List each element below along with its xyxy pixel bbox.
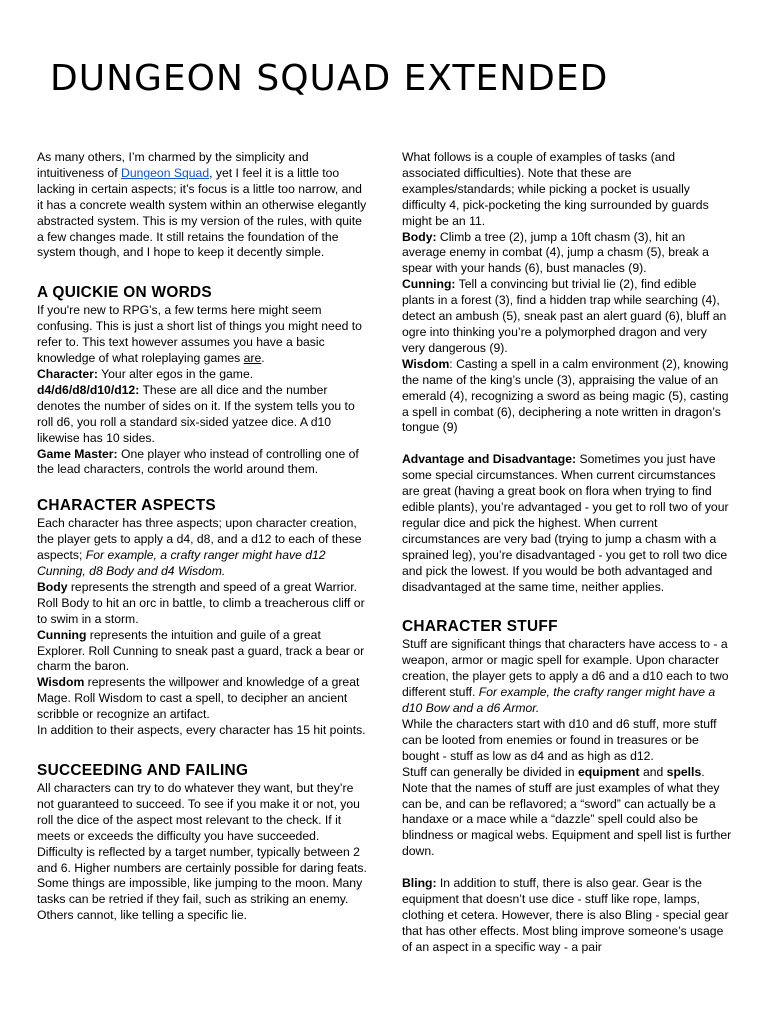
body-aspect — [37, 580, 367, 628]
right-column — [402, 150, 732, 956]
dice-term: d4/d6/d8/d10/d12: — [37, 382, 140, 397]
bling-paragraph — [402, 876, 732, 956]
gm-def: One player who instead of controlling one of the lead characters, controls the world around them. — [37, 446, 359, 477]
character-definition — [37, 367, 367, 383]
tasks-body-def: Climb a tree (2), jump a 10ft chasm (3), hit an average enemy in combat (4), jump a chasm (5), break a spear with your hands (6), bust manacles (9). — [402, 229, 709, 276]
intro-text: As many others, I’m charmed by the simplicity and intuitiveness of — [37, 150, 309, 180]
stuff-example: For example, the crafty ranger might have a d10 Bow and a d6 Armor. — [402, 685, 716, 716]
stuff-and: and — [639, 764, 667, 779]
equipment-term: equipment — [577, 764, 640, 779]
words-paragraph — [37, 303, 367, 367]
tasks-wisdom — [402, 357, 732, 437]
bling-term: Bling: — [402, 876, 437, 891]
words-text-end: . — [261, 351, 265, 366]
hit-points-paragraph: In addition to their aspects, every character has 15 hit points. — [37, 723, 366, 738]
aspects-text: Each character has three aspects; upon character creation, the player gets to apply a d4, d8, and a d12 to each of these aspects; — [37, 516, 362, 563]
advantage-def: Sometimes you just have some special circumstances. When current circumstances are great (having a great book on flora when trying to find edible plants), you’re advantaged - you get to roll two of your regular dice and pick the highest. When current circumstances are very bad (trying to jump a chasm with a sprained leg), you’re disadvantaged - you get to roll two dice and pick the lowest. If you would be both advantaged and disadvantaged at the same time, neither applies. — [402, 452, 729, 594]
spells-term: spells — [666, 764, 702, 779]
body-def: represents the strength and speed of a great Warrior. Roll Body to hit an orc in battle, to climb a treacherous cliff or to swim in a storm. — [37, 579, 365, 626]
gm-definition — [37, 447, 367, 479]
dice-definition — [37, 383, 367, 447]
stuff-heading: CHARACTER STUFF — [402, 618, 558, 636]
words-heading: A QUICKIE ON WORDS — [37, 284, 212, 302]
words-underlined: are — [243, 351, 262, 366]
aspects-example: For example, a crafty ranger might have d12 Cunning, d8 Body and d4 Wisdom. — [37, 548, 326, 579]
left-column — [37, 150, 367, 924]
tasks-wisdom-term: Wisdom — [402, 356, 450, 371]
stuff-paragraph — [402, 637, 732, 717]
aspects-heading: CHARACTER ASPECTS — [37, 497, 216, 515]
bling-def: In addition to stuff, there is also gear. Gear is the equipment that doesn’t use dice - stuff like rope, lamps, clothing et cetera. However, there is also Bling - special gear that has other effects. Most bling improve someone’s usage of an aspect in a specific way - a pair — [402, 876, 729, 954]
tasks-cunning — [402, 277, 732, 357]
stuff-text: Stuff are significant things that characters have access to - a weapon, armor or magic spell for example. Upon character creation, the player gets to apply a d6 and a d10 each to two different stuff. — [402, 637, 729, 700]
wisdom-aspect — [37, 675, 367, 723]
tasks-cunning-term: Cunning: — [402, 277, 456, 292]
succeeding-heading: SUCCEEDING AND FAILING — [37, 762, 249, 779]
tasks-paragraph: What follows is a couple of examples of tasks (and associated difficulties). Note that these are examples/standards; while picking a pocket is usually difficulty 4, pick-pocketing the king surrounded by guards might be an 11. — [402, 150, 709, 228]
stuff-types-text: Stuff can generally be divided in — [402, 764, 578, 779]
words-text: If you're new to RPG’s, a few terms here might seem confusing. This is just a short list of things you might need to refer to. This text however assumes you have a basic knowledge of what roleplaying games — [37, 303, 362, 366]
stuff-types-text-cont: . Note that the names of stuff are just examples of what they can be, and can be reflavored; a “sword” can actually be a handaxe or a mace while a “dazzle” spell could also be blindness or magical webs. Equipment and spell list is further down. — [402, 764, 732, 859]
stuff-types-paragraph — [402, 765, 732, 860]
wisdom-def: represents the willpower and knowledge of a great Mage. Roll Wisdom to cast a spell, to decipher an ancient scribble or recognize an artifact. — [37, 675, 360, 722]
document-title: DUNGEON SQUAD EXTENDED — [50, 58, 609, 99]
stuff-loot-paragraph: While the characters start with d10 and d6 stuff, more stuff can be looted from enemies or found in treasures or be bought - stuff as low as d4 and as high as d12. — [402, 717, 717, 763]
wisdom-term: Wisdom — [37, 675, 85, 690]
dungeon-squad-link[interactable]: Dungeon Squad — [121, 165, 210, 180]
advantage-term: Advantage and Disadvantage: — [402, 452, 577, 467]
aspects-paragraph — [37, 516, 367, 580]
intro-text-cont: , yet I feel it is a little too lacking in certain aspects; it’s focus is a little too narrow, and it has a concrete wealth system within an otherwise elegantly abstracted system. This is my version of the rules, with quite a few changes made. It still retains the foundation of the system though, and I hope to keep it decently simple. — [37, 165, 367, 260]
advantage-paragraph — [402, 452, 732, 595]
tasks-body — [402, 230, 732, 278]
intro-paragraph — [37, 150, 367, 261]
succeeding-paragraph: All characters can try to do whatever they want, but they’re not guaranteed to succeed. To see if you make it or not, you roll the dice of the aspect most relevant to the check. If it meets or exceeds the difficulty you have succeeded. Difficulty is reflected by a target number, typically between 2 and 6. Higher numbers are certainly possible for daring feats. Some things are impossible, like jumping to the moon. Many tasks can be retried if they fail, such as striking an enemy. Others cannot, like telling a specific lie. — [37, 781, 367, 923]
body-term: Body — [37, 579, 68, 594]
cunning-term: Cunning — [37, 627, 87, 642]
tasks-body-term: Body: — [402, 229, 437, 244]
character-term: Character: — [37, 366, 98, 381]
dice-def: These are all dice and the number denotes the number of sides on it. If the system tells you to roll d6, you roll a standard six-sided yatzee dice. A d10 likewise has 10 sides. — [37, 382, 355, 445]
gm-term: Game Master: — [37, 446, 118, 461]
tasks-cunning-def: Tell a convincing but trivial lie (2), find edible plants in a forest (3), find a hidden trap while searching (4), detect an ambush (5), sneak past an alert guard (6), bluff an ogre into thinking you’re a polymorphed dragon and very very dangerous (9). — [402, 277, 727, 355]
cunning-def: represents the intuition and guile of a great Explorer. Roll Cunning to sneak past a guard, track a bear or charm the baron. — [37, 627, 365, 674]
tasks-wisdom-def: : Casting a spell in a calm environment (2), knowing the name of the king’s uncle (3), appraising the value of an emerald (4), recognizing a sword as being magic (5), casting a spell in combat (6), deciphering a note written in dragon’s tongue (9) — [402, 356, 729, 435]
cunning-aspect — [37, 628, 367, 676]
character-def: Your alter egos in the game. — [97, 366, 254, 381]
